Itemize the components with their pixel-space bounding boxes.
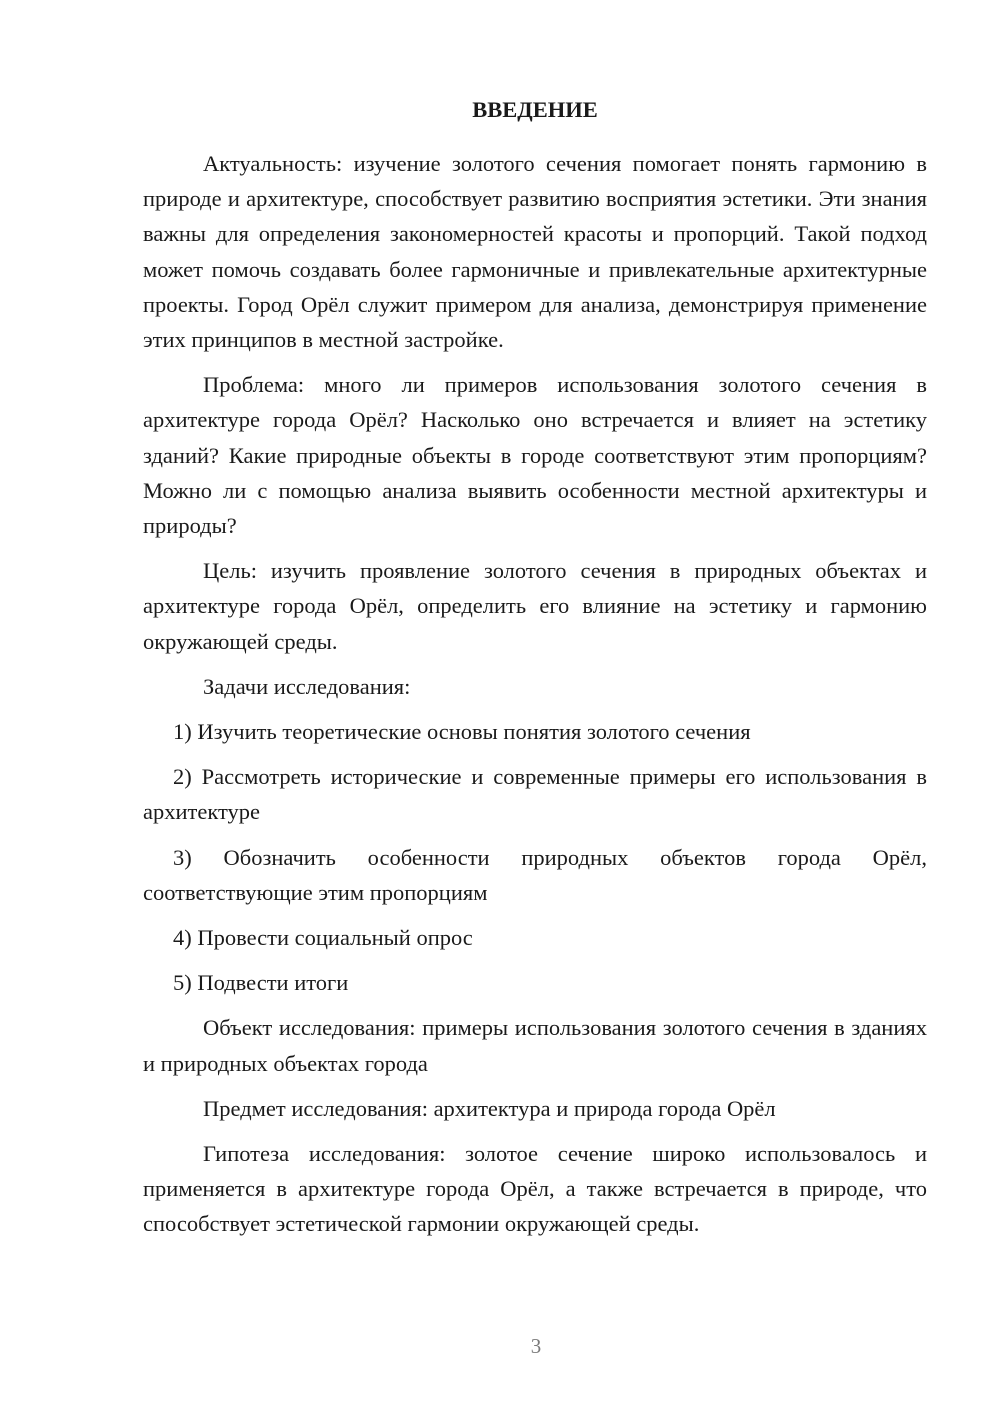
- goal-paragraph: Цель: изучить проявление золотого сечения в природных объектах и архитектуре города Орёл, определить его влияние на эстетику и гармонию окружающей среды.: [143, 558, 927, 654]
- page-title: ВВЕДЕНИЕ: [472, 97, 598, 122]
- task-item: 3) Обозначить особенности природных объектов города Орёл, соответствующие этим пропорциям: [143, 844, 927, 905]
- object-paragraph: Объект исследования: примеры использования золотого сечения в зданиях и природных объектах города: [143, 1015, 927, 1076]
- relevance-paragraph: Актуальность: изучение золотого сечения помогает понять гармонию в природе и архитектуре, способствует развитию восприятия эстетики. Эти знания важны для определения закономерностей красоты и пропорций. Такой подход может помочь создавать более гармоничные и привлекательные архитектурные проекты. Город Орёл служит примером для анализа, демонстрируя применение этих принципов в местной застройке.: [143, 151, 927, 353]
- task-item: 1) Изучить теоретические основы понятия золотого сечения: [173, 719, 751, 745]
- problem-paragraph: Проблема: много ли примеров использования золотого сечения в архитектуре города Орёл? Насколько оно встречается и влияет на эстетику зданий? Какие природные объекты в городе соответствуют этим пропорциям? Можно ли с помощью анализа выявить особенности местной архитектуры и природы?: [143, 372, 927, 539]
- subject-paragraph: Предмет исследования: архитектура и природа города Орёл: [203, 1095, 776, 1121]
- task-item: 5) Подвести итоги: [173, 970, 349, 996]
- hypothesis-paragraph: Гипотеза исследования: золотое сечение широко использовалось и применяется в архитектуре города Орёл, а также встречается в природе, что способствует эстетической гармонии окружающей среды.: [143, 1141, 927, 1237]
- page-number: 3: [530, 1334, 542, 1358]
- document-page: [143, 92, 927, 1252]
- task-item: 4) Провести социальный опрос: [173, 925, 473, 951]
- task-item: 2) Рассмотреть исторические и современные примеры его использования в архитектуре: [143, 764, 927, 825]
- tasks-heading: Задачи исследования:: [203, 673, 411, 699]
